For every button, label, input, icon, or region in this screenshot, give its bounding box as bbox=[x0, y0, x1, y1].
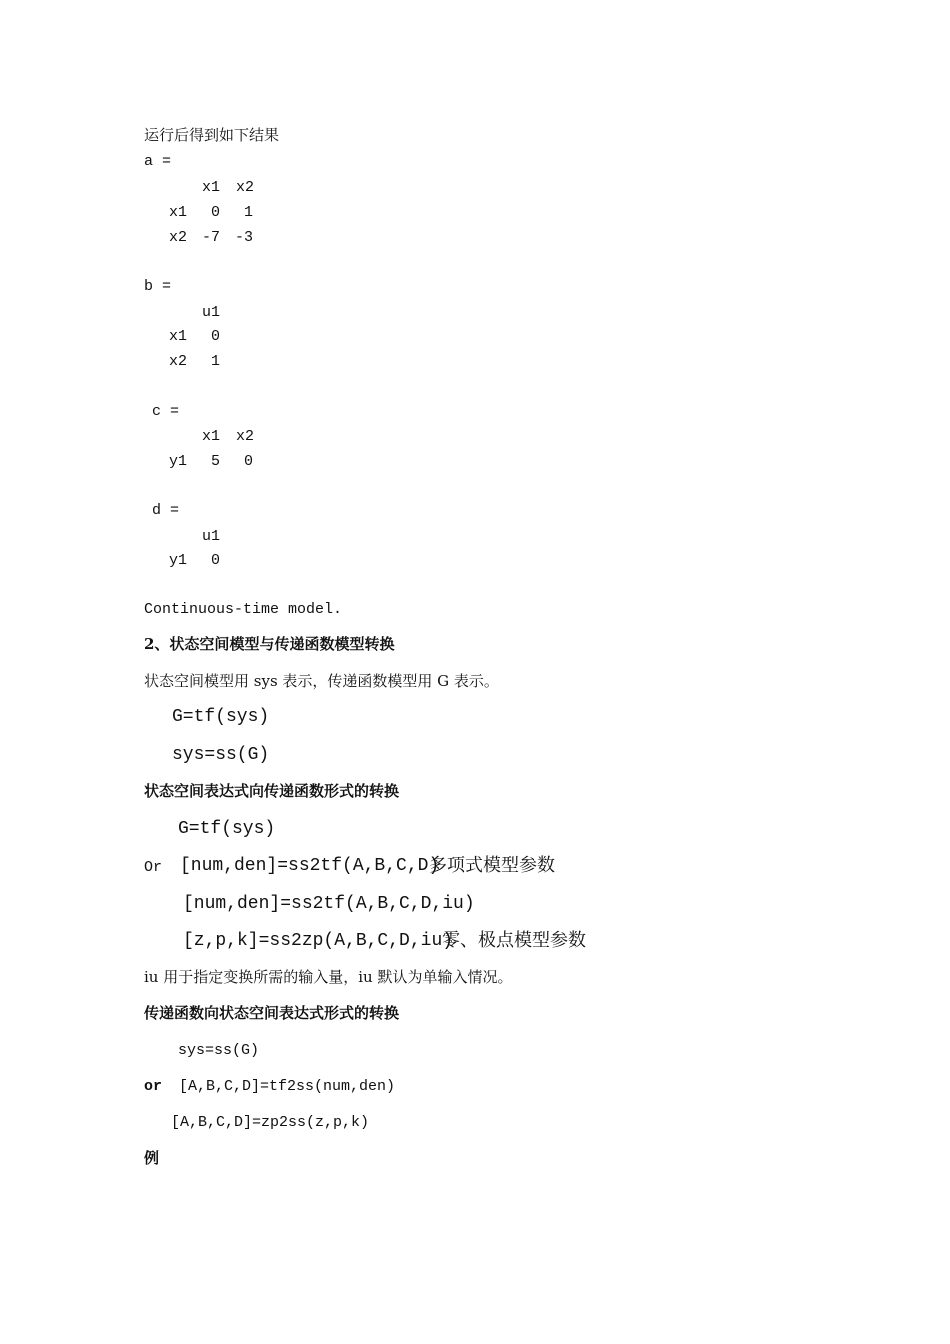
section-description: 状态空间模型用 sys 表示，传递函数模型用 G 表示。 bbox=[144, 672, 499, 690]
section-heading: 2、状态空间模型与传递函数模型转换 bbox=[144, 635, 395, 653]
code-annotation: 零、极点模型参数 bbox=[442, 930, 586, 951]
code-line: G=tf(sys) bbox=[178, 819, 276, 839]
matrix-d-row-name: y1 bbox=[169, 552, 188, 569]
code-line: [num,den]=ss2tf(A,B,C,D) bbox=[180, 856, 440, 876]
matrix-a-row-name: x1 bbox=[169, 204, 188, 221]
intro-text: 运行后得到如下结果 bbox=[144, 126, 280, 144]
matrix-a-col-header: x2 bbox=[236, 179, 255, 196]
code-annotation: 多项式模型参数 bbox=[429, 855, 555, 876]
code-line: G=tf(sys) bbox=[172, 707, 270, 727]
matrix-a-cell: -3 bbox=[234, 229, 253, 246]
code-line: [A,B,C,D]=tf2ss(num,den) bbox=[179, 1078, 396, 1095]
matrix-b-row-name: x2 bbox=[169, 353, 188, 370]
code-line: [A,B,C,D]=zp2ss(z,p,k) bbox=[171, 1114, 370, 1131]
example-label: 例 bbox=[144, 1149, 160, 1167]
matrix-d-label: d = bbox=[152, 502, 180, 519]
matrix-a-row-name: x2 bbox=[169, 229, 188, 246]
matrix-b-row-name: x1 bbox=[169, 328, 188, 345]
matrix-d-cell: 0 bbox=[210, 552, 220, 569]
iu-description: iu 用于指定变换所需的输入量，iu 默认为单输入情况。 bbox=[144, 968, 513, 986]
model-note: Continuous-time model. bbox=[144, 601, 343, 618]
matrix-b-label: b = bbox=[144, 278, 172, 295]
matrix-b-col-header: u1 bbox=[202, 304, 221, 321]
code-line: sys=ss(G) bbox=[178, 1042, 260, 1059]
matrix-a-label: a = bbox=[144, 153, 172, 170]
matrix-a-cell: -7 bbox=[201, 229, 220, 246]
matrix-a-cell: 0 bbox=[210, 204, 220, 221]
matrix-c-label: c = bbox=[152, 403, 180, 420]
matrix-a-cell: 1 bbox=[243, 204, 253, 221]
or-label: Or bbox=[144, 859, 163, 876]
matrix-c-col-header: x2 bbox=[236, 428, 255, 445]
matrix-b-cell: 0 bbox=[210, 328, 220, 345]
matrix-c-col-header: x1 bbox=[202, 428, 221, 445]
matrix-a-col-header: x1 bbox=[202, 179, 221, 196]
matrix-c-cell: 0 bbox=[243, 453, 253, 470]
code-line: [num,den]=ss2tf(A,B,C,D,iu) bbox=[183, 894, 475, 914]
matrix-b-cell: 1 bbox=[210, 353, 220, 370]
subsection-heading: 传递函数向状态空间表达式形式的转换 bbox=[144, 1004, 400, 1022]
matrix-d-col-header: u1 bbox=[202, 528, 221, 545]
matrix-c-cell: 5 bbox=[210, 453, 220, 470]
code-line: [z,p,k]=ss2zp(A,B,C,D,iu) bbox=[183, 931, 454, 951]
code-line: sys=ss(G) bbox=[172, 745, 270, 765]
or-label: or bbox=[144, 1078, 163, 1095]
subsection-heading: 状态空间表达式向传递函数形式的转换 bbox=[144, 782, 400, 800]
matrix-c-row-name: y1 bbox=[169, 453, 188, 470]
